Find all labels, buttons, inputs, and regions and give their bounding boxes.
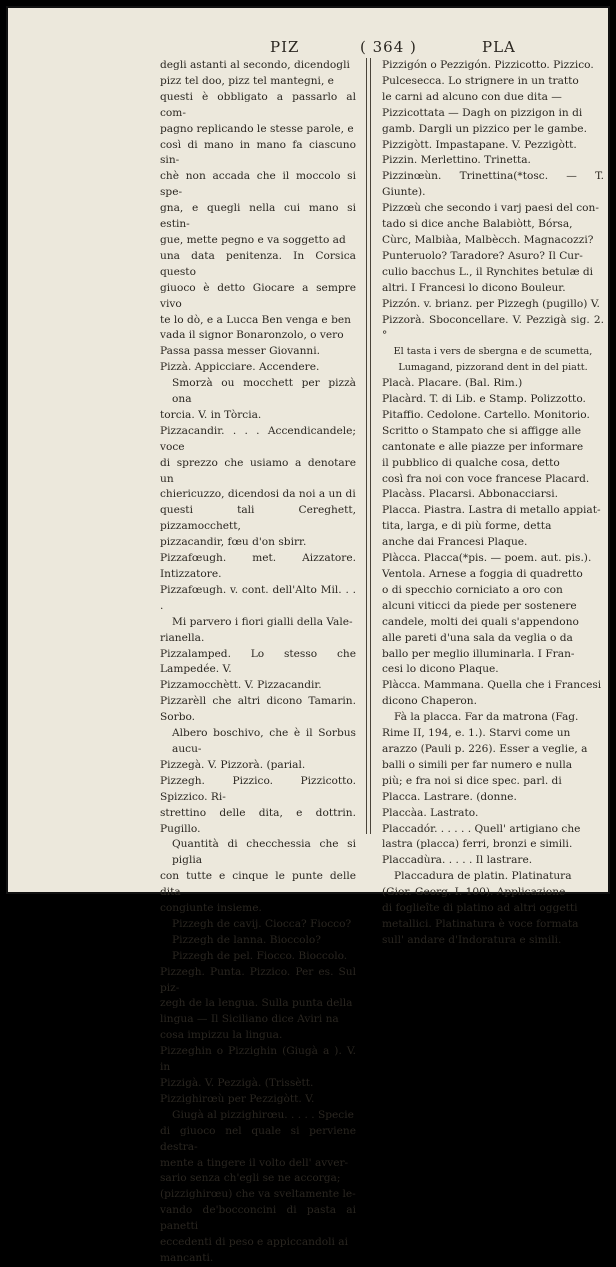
entry-line: Placàrd. T. di Lib. e Stamp. Polizzotto. <box>382 393 586 406</box>
text-line: ballo per meglio illuminarla. I Fran- <box>382 647 575 660</box>
text-line: Albero boschivo, che è il Sorbus aucu- <box>172 727 356 755</box>
entry-line: Pizzamocchètt. V. Pizzacandir. <box>160 679 322 692</box>
text-line: dicono Chaperon. <box>382 695 477 708</box>
text-line: tita, larga, e di più forme, detta <box>382 520 552 533</box>
text-line: strettino delle dita, e dottrin. Pugillo. <box>160 806 356 835</box>
text-line: Giugà al pizzighirœu. . . . . Specie <box>172 1108 354 1121</box>
text-line: zegh de la lengua. Sulla punta della <box>160 997 353 1010</box>
entry-line: Pizzafœugh. met. Aizzatore. Intizzatore. <box>160 552 356 580</box>
entry-line: Pizzegà. V. Pizzorà. (parial. <box>160 758 306 771</box>
text-line: Pizzegh de lanna. Bioccolo? <box>172 933 321 946</box>
text-line: arazzo (Pauli p. 226). Esser a veglie, a <box>382 742 588 755</box>
text-line: chè non accada che il moccolo si spe- <box>160 170 356 199</box>
text-line: Mi parvero i fiori gialli della Vale- <box>172 615 353 628</box>
entry-line: Pizzegh. Pizzico. Pizzicotto. Spizzico. Ri- <box>160 774 356 803</box>
text-line: chiericuzzo, dicendosi da noi a un di <box>160 488 356 501</box>
entry-line: Placà. Placare. (Bal. Rim.) <box>382 377 523 390</box>
entry-line: Pizzighirœù per Pezzigòtt. V. <box>160 1092 315 1105</box>
entry-line: Pizzafœugh. v. cont. dell'Alto Mil. . . . <box>160 583 356 612</box>
entry-line: Pizzigòtt. Impastapane. V. Pezzigòtt. <box>382 138 577 151</box>
entry-line: Pizzà. Appicciare. Accendere. <box>160 361 320 374</box>
text-line: di giuoco nel quale si perviene destra- <box>160 1124 356 1153</box>
text-line: questi tali Cereghett, pizzamocchett, <box>160 504 356 533</box>
text-line: Ventola. Arnese a foggia di quadretto <box>382 568 583 580</box>
left-column <box>160 58 356 1267</box>
entry-line: Pizzigón o Pezzigón. Pizzicotto. Pizzico. <box>382 59 594 71</box>
verse-line: El tasta i vers de sbergna e de scumetta, <box>393 346 593 358</box>
text-line: balli o simili per far numero e nulla <box>382 758 573 771</box>
text-line: giuoco è detto Giocare a sempre vivo <box>160 281 356 310</box>
text-line: di foglieîte di platino ad altri oggetti <box>382 902 578 915</box>
text-line: sull' andare d'Indoratura e simili. <box>382 933 562 946</box>
text-line: degli astanti al secondo, dicendogli <box>160 59 350 71</box>
entry-line: Plàcca. Placca(*pis. — poem. aut. pis.). <box>382 552 592 565</box>
entry-line: Pizzeghin o Pizzighin (Giugà a ). V. in <box>160 1045 356 1074</box>
entry-line: Pizzin. Merlettino. Trinetta. <box>382 154 531 167</box>
text-line: anche dai Francesi Plaque. <box>382 536 528 549</box>
dictionary-page <box>6 6 610 1264</box>
text-line: alcuni viticci da piede per sostenere <box>382 599 577 612</box>
text-line: Fà la placca. Far da matrona (Fag. <box>394 711 579 724</box>
column-rule <box>366 58 367 834</box>
text-line: il pubblico di qualche cosa, detto <box>382 456 560 469</box>
text-line: mente a tingere il volto dell' avver- <box>160 1156 349 1169</box>
text-line: torcia. V. in Tòrcia. <box>160 408 262 421</box>
text-line: di sprezzo che usiamo a denotare un <box>160 456 356 485</box>
text-line: una data penitenza. In Corsica questo <box>160 249 356 278</box>
text-line: te lo dò, e a Lucca Ben venga e ben <box>160 313 351 326</box>
page-number: ( 364 ) <box>360 38 417 56</box>
column-rule <box>370 58 371 834</box>
entry-line: Pizzacandir. . . . Accendicandele; voce <box>160 424 356 453</box>
text-line: le carni ad alcuno con due dita — <box>382 90 562 103</box>
text-line: tado si dice anche Balabiòtt, Bórsa, <box>382 218 573 231</box>
entry-line: Pizzœù che secondo i varj paesi del con- <box>382 202 599 215</box>
entry-line: Placcàa. Lastrato. <box>382 806 479 819</box>
entry-line: Placca. Piastra. Lastra di metallo appiat- <box>382 504 601 517</box>
text-line: Rime II, 194, e. 1.). Starvi come un <box>382 727 571 740</box>
text-line: lastra (placca) ferri, bronzi e simili. <box>382 838 573 851</box>
entry-line: Placcadór. . . . . . Quell' artigiano che <box>382 822 581 835</box>
text-line: cosa impizzu la lingua. <box>160 1029 283 1042</box>
text-line: gna, e quegli nella cui mano si estin- <box>160 202 356 231</box>
text-line: Pizzegh de cavij. Ciocca? Fiocco? <box>172 917 352 930</box>
text-line: con tutte e cinque le punte delle dita <box>160 870 356 899</box>
text-line: così fra noi con voce francese Placard. <box>382 472 590 485</box>
text-line: vando de'bocconcini di pasta ai panetti <box>160 1204 356 1233</box>
entry-line: Pizzalamped. Lo stesso che Lampedée. V. <box>160 647 356 676</box>
text-line: cesi lo dicono Plaque. <box>382 663 499 676</box>
text-line: Smorzà ou mocchett per pizzà ona <box>172 377 356 406</box>
text-line: cantonate e alle piazze per informare <box>382 440 584 453</box>
text-line: rianella. <box>160 631 205 644</box>
entry-line: Pizzarèll che altri dicono Tamarin. Sorbo. <box>160 695 356 724</box>
text-line: più; e fra noi si dice spec. parl. di <box>382 774 562 787</box>
entry-line: Pizzorà. Sboconcellare. V. Pezzigà sig. 2.° <box>382 313 604 342</box>
text-line: congiunte insieme. <box>160 902 262 915</box>
text-line: Quantità di checchessia che si piglia <box>172 838 356 867</box>
text-line: o di specchio corniciato a oro con <box>382 583 563 596</box>
text-line: pagno replicando le stesse parole, e <box>160 122 354 135</box>
entry-line: Placca. Lastrare. (donne. <box>382 790 517 803</box>
entry-line: Placàss. Placarsi. Abbonacciarsi. <box>382 488 558 501</box>
entry-line: Pizzigà. V. Pezzigà. (Trissètt. <box>160 1077 314 1089</box>
running-head-right: PLA <box>482 38 516 56</box>
text-line: gamb. Dargli un pizzico per le gambe. <box>382 122 587 135</box>
entry-line: Plàcca. Mammana. Quella che i Francesi <box>382 679 602 692</box>
text-line: (pizzighirœu) che va sveltamente le- <box>160 1188 356 1201</box>
text-line: Pulcesecca. Lo strignere in un tratto <box>382 74 579 87</box>
entry-line: Pizzegh. Punta. Pizzico. Per es. Sul piz- <box>160 965 356 994</box>
text-line: lingua — Il Siciliano dice Aviri na <box>160 1013 339 1026</box>
text-line: Placcadura de platin. Platinatura <box>394 870 572 883</box>
text-line: pizz tel doo, pizz tel mantegni, e <box>160 74 334 87</box>
text-line: Pizzegh de pel. Fiocco. Bioccolo. <box>172 949 348 962</box>
verse-line: Lumagand, pizzorand dent in del piatt. <box>398 362 588 374</box>
text-line: mancanti. <box>160 1251 214 1264</box>
text-line: culio bacchus L., il Rynchites betulæ di <box>382 265 594 278</box>
entry-line: Pizzinœùn. Trinettina(*tosc. — T. Giunte). <box>382 170 604 199</box>
right-column <box>382 58 604 949</box>
entry-line: Placcadùra. . . . . Il lastrare. <box>382 854 533 867</box>
text-line: eccedenti di peso e appiccandoli ai <box>160 1236 348 1249</box>
text-line: vada il signor Bonaronzolo, o vero <box>160 329 344 342</box>
text-line: alle pareti d'una sala da veglia o da <box>382 631 573 644</box>
text-line: Pitaffio. Cedolone. Cartello. Monitorio. <box>382 408 590 421</box>
entry-line: Pizzón. v. brianz. per Pizzegh (pugillo) V. <box>382 297 600 310</box>
text-line: Scritto o Stampato che si affigge alle <box>382 424 582 437</box>
text-line: sario senza ch'egli se ne accorga; <box>160 1172 341 1185</box>
text-line: questi è obbligato a passarlo al com- <box>160 90 356 119</box>
text-line: (Gior. Georg. I. 100). Applicazione <box>382 886 566 899</box>
text-line: metallici. Platinatura è voce formata <box>382 917 579 930</box>
text-line: candele, molti dei quali s'appendono <box>382 615 579 628</box>
text-line: Pizzicottata — Dagh on pizzigon in di <box>382 106 583 119</box>
running-head-left: PIZ <box>270 38 300 56</box>
text-line: Passa passa messer Giovanni. <box>160 345 320 358</box>
text-line: così di mano in mano fa ciascuno sin- <box>160 138 356 167</box>
text-line: gue, mette pegno e va soggetto ad <box>160 233 346 246</box>
text-line: Cùrc, Malbiàa, Malbècch. Magnacozzi? <box>382 233 594 246</box>
text-line: altri. I Francesi lo dicono Bouleur. <box>382 281 566 294</box>
text-line: pizzacandir, fœu d'on sbirr. <box>160 536 307 549</box>
text-line: Punteruolo? Taradore? Asuro? Il Cur- <box>382 249 583 262</box>
